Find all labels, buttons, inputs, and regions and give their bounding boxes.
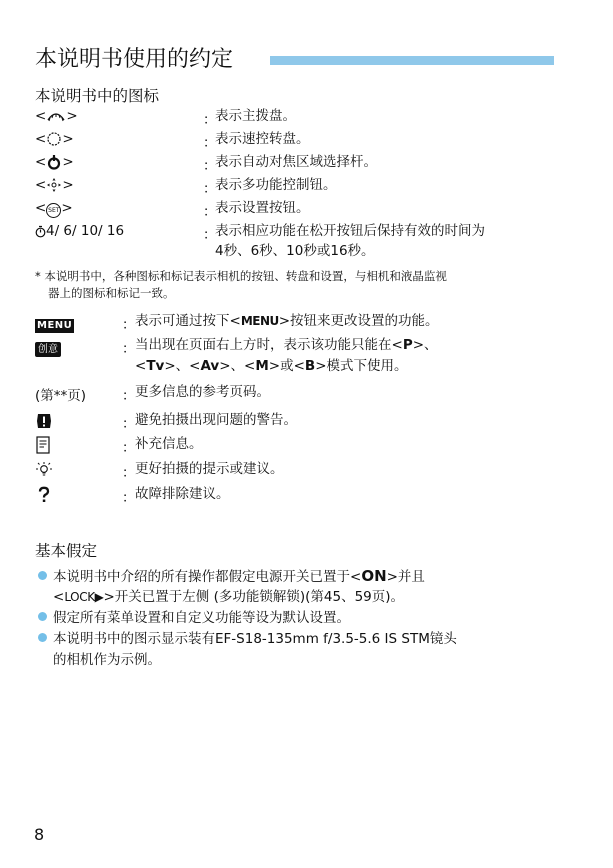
assumption-bullet-1-line1: 本说明书中介绍的所有操作都假定电源开关已置于<ON>并且	[38, 566, 425, 587]
colon: ：	[122, 317, 136, 333]
tip-lightbulb-icon	[35, 459, 53, 479]
menu-icon: MENU	[37, 320, 73, 331]
icons-section-heading: 本说明书中的图标	[35, 87, 160, 105]
set-button-label: < SET >	[35, 200, 73, 216]
af-area-selection-lever-icon	[46, 154, 62, 170]
main-dial-label: < >	[35, 108, 78, 124]
page-number: 8	[34, 825, 45, 844]
timer-desc-line2: 4秒、6秒、10秒或16秒。	[215, 243, 375, 259]
trouble-desc: 故障排除建议。	[135, 486, 230, 502]
multi-controller-icon	[46, 177, 62, 193]
colon: ：	[203, 112, 217, 128]
colon: ：	[203, 204, 217, 220]
warning-desc: 避免拍摄出现问题的警告。	[135, 412, 297, 428]
note-line1: * 本说明书中，各种图标和标记表示相机的按钮、转盘和设置，与相机和液晶监视	[35, 269, 447, 283]
colon: ：	[122, 388, 136, 404]
timer-label: 4/ 6/ 10/ 16	[35, 223, 124, 239]
memo-desc: 补充信息。	[135, 436, 203, 452]
quick-control-dial-label: < >	[35, 131, 74, 147]
colon: ：	[203, 181, 217, 197]
colon: ：	[203, 158, 217, 174]
creative-zone-symbol	[35, 337, 61, 357]
af-lever-label: < >	[35, 154, 74, 170]
quick-control-dial-desc: 表示速控转盘。	[215, 131, 310, 147]
timer-icon	[35, 223, 46, 239]
title-accent-bar	[270, 56, 554, 65]
colon: ：	[122, 416, 136, 432]
creative-desc-line1: 当出现在页面右上方时，表示该功能只能在<P>、	[135, 337, 438, 353]
af-lever-desc: 表示自动对焦区域选择杆。	[215, 154, 377, 170]
multi-controller-desc: 表示多功能控制钮。	[215, 177, 337, 193]
colon: ：	[122, 465, 136, 481]
colon: ：	[203, 227, 217, 243]
main-dial-icon	[46, 108, 66, 124]
colon: ：	[122, 440, 136, 456]
assumptions-heading: 基本假定	[35, 542, 98, 560]
bullet-dot	[38, 633, 47, 642]
assumption-bullet-2: 假定所有菜单设置和自定义功能等设为默认设置。	[38, 608, 350, 628]
bullet-dot	[38, 571, 47, 580]
page-ref-label: (第**页)	[35, 388, 87, 404]
menu-symbol	[35, 313, 74, 333]
question-mark-icon	[37, 484, 51, 504]
colon: ：	[122, 490, 136, 506]
quick-control-dial-icon	[46, 131, 62, 147]
menu-desc: 表示可通过按下<MENU>按钮来更改设置的功能。	[135, 313, 439, 329]
creative-zone-icon: 创意	[35, 342, 61, 357]
set-button-icon: SET	[46, 203, 61, 218]
assumption-bullet-3-line1: 本说明书中的图示显示装有EF-S18-135mm f/3.5-5.6 IS STM镜头	[38, 629, 457, 649]
page-title: 本说明书使用的约定	[35, 47, 234, 72]
timer-desc-line1: 表示相应功能在松开按钮后保持有效的时间为	[215, 223, 485, 239]
page-ref-desc: 更多信息的参考页码。	[135, 384, 270, 400]
colon: ：	[203, 135, 217, 151]
bullet-dot	[38, 612, 47, 621]
multi-controller-label: < >	[35, 177, 74, 193]
memo-icon	[36, 434, 50, 454]
warning-icon	[36, 410, 52, 429]
assumption-bullet-3-line2: 的相机作为示例。	[53, 652, 161, 668]
creative-desc-line2: <Tv>、<Av>、<M>或<B>模式下使用。	[135, 358, 408, 374]
colon: ：	[122, 341, 136, 357]
assumption-bullet-1-line2: <LOCK▶>开关已置于左侧 (多功能锁解锁)(第45、59页)。	[53, 589, 405, 605]
note-line2: 器上的图标和标记一致。	[48, 286, 175, 300]
tip-desc: 更好拍摄的提示或建议。	[135, 461, 284, 477]
set-button-desc: 表示设置按钮。	[215, 200, 310, 216]
main-dial-desc: 表示主拨盘。	[215, 108, 296, 124]
